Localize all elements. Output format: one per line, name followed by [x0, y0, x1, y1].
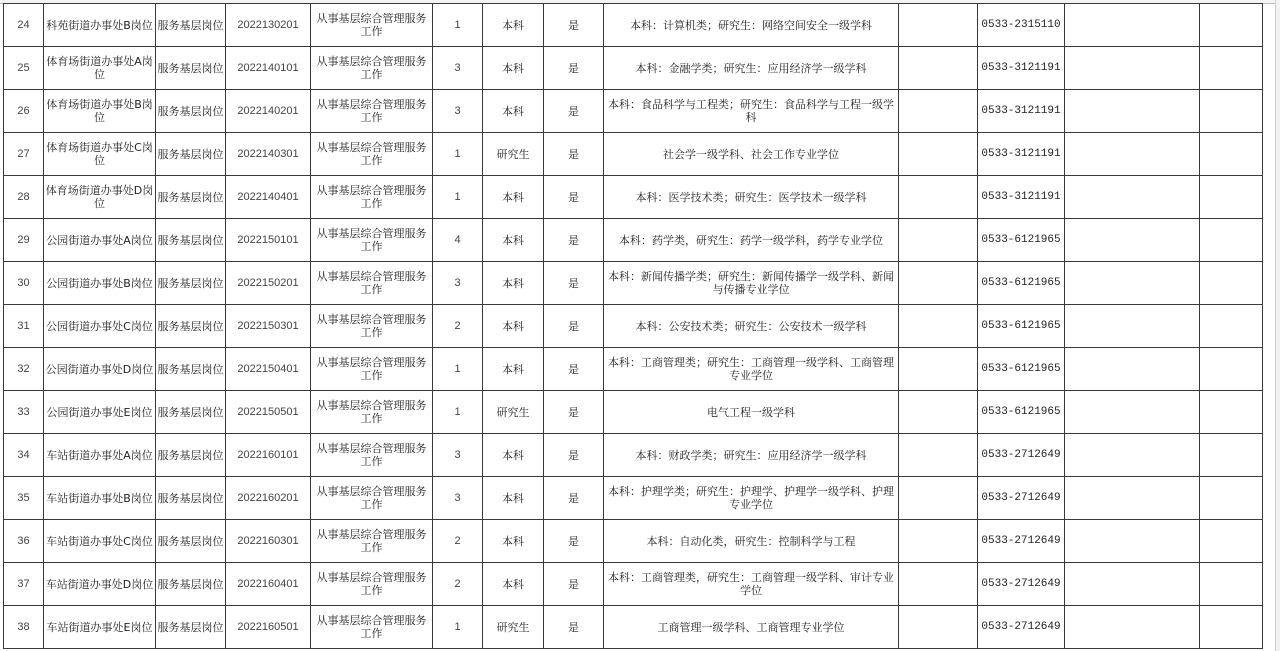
cell-position-code[interactable]: 2022150101 [226, 219, 311, 262]
cell-education[interactable]: 本科 [483, 90, 544, 133]
cell-degree-required[interactable]: 是 [544, 606, 604, 649]
cell-position-type[interactable]: 服务基层岗位 [156, 90, 226, 133]
cell-position-code[interactable]: 2022160401 [226, 563, 311, 606]
cell-serial-number[interactable]: 35 [4, 477, 44, 520]
cell-note[interactable] [1065, 477, 1200, 520]
cell-position-type[interactable]: 服务基层岗位 [156, 520, 226, 563]
cell-contact-phone[interactable]: 0533-2712649 [978, 520, 1065, 563]
cell-contact-phone[interactable]: 0533-6121965 [978, 305, 1065, 348]
cell-headcount[interactable]: 1 [433, 176, 483, 219]
cell-education[interactable]: 研究生 [483, 606, 544, 649]
cell-serial-number[interactable]: 30 [4, 262, 44, 305]
cell-hiring-unit[interactable]: 科苑街道办事处B岗位 [44, 4, 156, 47]
cell-education[interactable]: 本科 [483, 563, 544, 606]
cell-degree-required[interactable]: 是 [544, 133, 604, 176]
cell-job-duty[interactable]: 从事基层综合管理服务工作 [311, 47, 433, 90]
cell-other-requirement[interactable] [899, 434, 978, 477]
cell-extra[interactable] [1200, 434, 1263, 477]
cell-major-requirement[interactable]: 本科：计算机类；研究生：网络空间安全一级学科 [604, 4, 899, 47]
cell-education[interactable]: 本科 [483, 4, 544, 47]
cell-hiring-unit[interactable]: 体育场街道办事处C岗位 [44, 133, 156, 176]
cell-note[interactable] [1065, 434, 1200, 477]
cell-position-code[interactable]: 2022130201 [226, 4, 311, 47]
cell-serial-number[interactable]: 25 [4, 47, 44, 90]
cell-note[interactable] [1065, 520, 1200, 563]
cell-other-requirement[interactable] [899, 348, 978, 391]
cell-hiring-unit[interactable]: 车站街道办事处A岗位 [44, 434, 156, 477]
table-row[interactable] [4, 4, 1263, 47]
cell-other-requirement[interactable] [899, 606, 978, 649]
cell-serial-number[interactable]: 24 [4, 4, 44, 47]
cell-extra[interactable] [1200, 133, 1263, 176]
cell-headcount[interactable]: 2 [433, 563, 483, 606]
cell-position-type[interactable]: 服务基层岗位 [156, 176, 226, 219]
cell-major-requirement[interactable]: 工商管理一级学科、工商管理专业学位 [604, 606, 899, 649]
cell-serial-number[interactable]: 31 [4, 305, 44, 348]
cell-extra[interactable] [1200, 391, 1263, 434]
cell-headcount[interactable]: 2 [433, 520, 483, 563]
table-row[interactable] [4, 262, 1263, 305]
cell-note[interactable] [1065, 305, 1200, 348]
cell-extra[interactable] [1200, 606, 1263, 649]
cell-other-requirement[interactable] [899, 176, 978, 219]
cell-other-requirement[interactable] [899, 133, 978, 176]
cell-contact-phone[interactable]: 0533-2315110 [978, 4, 1065, 47]
cell-degree-required[interactable]: 是 [544, 434, 604, 477]
cell-other-requirement[interactable] [899, 262, 978, 305]
cell-position-code[interactable]: 2022160501 [226, 606, 311, 649]
cell-serial-number[interactable]: 34 [4, 434, 44, 477]
table-row[interactable] [4, 434, 1263, 477]
cell-job-duty[interactable]: 从事基层综合管理服务工作 [311, 90, 433, 133]
cell-degree-required[interactable]: 是 [544, 262, 604, 305]
cell-note[interactable] [1065, 348, 1200, 391]
cell-other-requirement[interactable] [899, 391, 978, 434]
table-row[interactable] [4, 305, 1263, 348]
table-row[interactable] [4, 606, 1263, 649]
cell-major-requirement[interactable]: 本科：金融学类；研究生：应用经济学一级学科 [604, 47, 899, 90]
cell-extra[interactable] [1200, 520, 1263, 563]
cell-headcount[interactable]: 1 [433, 391, 483, 434]
cell-job-duty[interactable]: 从事基层综合管理服务工作 [311, 4, 433, 47]
cell-job-duty[interactable]: 从事基层综合管理服务工作 [311, 219, 433, 262]
cell-note[interactable] [1065, 133, 1200, 176]
cell-major-requirement[interactable]: 本科：财政学类；研究生：应用经济学一级学科 [604, 434, 899, 477]
cell-position-code[interactable]: 2022140101 [226, 47, 311, 90]
cell-note[interactable] [1065, 176, 1200, 219]
cell-degree-required[interactable]: 是 [544, 219, 604, 262]
cell-major-requirement[interactable]: 社会学一级学科、社会工作专业学位 [604, 133, 899, 176]
cell-major-requirement[interactable]: 本科：工商管理类，研究生：工商管理一级学科、审计专业学位 [604, 563, 899, 606]
cell-contact-phone[interactable]: 0533-2712649 [978, 606, 1065, 649]
cell-note[interactable] [1065, 606, 1200, 649]
cell-position-code[interactable]: 2022140301 [226, 133, 311, 176]
cell-major-requirement[interactable]: 本科：药学类，研究生：药学一级学科，药学专业学位 [604, 219, 899, 262]
cell-education[interactable]: 研究生 [483, 133, 544, 176]
cell-major-requirement[interactable]: 本科：自动化类，研究生：控制科学与工程 [604, 520, 899, 563]
cell-other-requirement[interactable] [899, 4, 978, 47]
cell-other-requirement[interactable] [899, 563, 978, 606]
vertical-scrollbar-edge[interactable] [1275, 0, 1280, 651]
cell-hiring-unit[interactable]: 体育场街道办事处B岗位 [44, 90, 156, 133]
cell-serial-number[interactable]: 32 [4, 348, 44, 391]
cell-job-duty[interactable]: 从事基层综合管理服务工作 [311, 563, 433, 606]
cell-education[interactable]: 本科 [483, 348, 544, 391]
cell-other-requirement[interactable] [899, 47, 978, 90]
cell-serial-number[interactable]: 36 [4, 520, 44, 563]
cell-headcount[interactable]: 1 [433, 133, 483, 176]
cell-position-code[interactable]: 2022150201 [226, 262, 311, 305]
cell-position-code[interactable]: 2022150401 [226, 348, 311, 391]
cell-major-requirement[interactable]: 电气工程一级学科 [604, 391, 899, 434]
cell-serial-number[interactable]: 27 [4, 133, 44, 176]
cell-hiring-unit[interactable]: 车站街道办事处E岗位 [44, 606, 156, 649]
cell-education[interactable]: 本科 [483, 176, 544, 219]
cell-hiring-unit[interactable]: 公园街道办事处E岗位 [44, 391, 156, 434]
cell-extra[interactable] [1200, 477, 1263, 520]
cell-contact-phone[interactable]: 0533-3121191 [978, 47, 1065, 90]
cell-other-requirement[interactable] [899, 520, 978, 563]
cell-degree-required[interactable]: 是 [544, 477, 604, 520]
cell-hiring-unit[interactable]: 车站街道办事处C岗位 [44, 520, 156, 563]
cell-note[interactable] [1065, 563, 1200, 606]
cell-note[interactable] [1065, 4, 1200, 47]
cell-headcount[interactable]: 3 [433, 262, 483, 305]
recruitment-table [3, 3, 1263, 649]
cell-degree-required[interactable]: 是 [544, 305, 604, 348]
cell-contact-phone[interactable]: 0533-2712649 [978, 477, 1065, 520]
table-row[interactable] [4, 90, 1263, 133]
cell-note[interactable] [1065, 47, 1200, 90]
cell-position-type[interactable]: 服务基层岗位 [156, 563, 226, 606]
cell-contact-phone[interactable]: 0533-2712649 [978, 563, 1065, 606]
cell-major-requirement[interactable]: 本科：护理学类；研究生：护理学、护理学一级学科、护理专业学位 [604, 477, 899, 520]
cell-major-requirement[interactable]: 本科：食品科学与工程类；研究生：食品科学与工程一级学科 [604, 90, 899, 133]
cell-job-duty[interactable]: 从事基层综合管理服务工作 [311, 176, 433, 219]
cell-major-requirement[interactable]: 本科：新闻传播学类；研究生：新闻传播学一级学科、新闻与传播专业学位 [604, 262, 899, 305]
cell-serial-number[interactable]: 26 [4, 90, 44, 133]
cell-job-duty[interactable]: 从事基层综合管理服务工作 [311, 434, 433, 477]
cell-degree-required[interactable]: 是 [544, 348, 604, 391]
cell-extra[interactable] [1200, 176, 1263, 219]
table-row[interactable] [4, 219, 1263, 262]
cell-headcount[interactable]: 3 [433, 47, 483, 90]
cell-headcount[interactable]: 1 [433, 606, 483, 649]
cell-extra[interactable] [1200, 563, 1263, 606]
cell-job-duty[interactable]: 从事基层综合管理服务工作 [311, 305, 433, 348]
table-row[interactable] [4, 391, 1263, 434]
cell-education[interactable]: 研究生 [483, 391, 544, 434]
cell-contact-phone[interactable]: 0533-6121965 [978, 348, 1065, 391]
table-row[interactable] [4, 563, 1263, 606]
cell-position-code[interactable]: 2022150501 [226, 391, 311, 434]
cell-position-type[interactable]: 服务基层岗位 [156, 262, 226, 305]
cell-job-duty[interactable]: 从事基层综合管理服务工作 [311, 391, 433, 434]
cell-extra[interactable] [1200, 90, 1263, 133]
cell-hiring-unit[interactable]: 公园街道办事处C岗位 [44, 305, 156, 348]
cell-note[interactable] [1065, 219, 1200, 262]
cell-education[interactable]: 本科 [483, 305, 544, 348]
cell-contact-phone[interactable]: 0533-6121965 [978, 219, 1065, 262]
cell-degree-required[interactable]: 是 [544, 90, 604, 133]
cell-position-code[interactable]: 2022160101 [226, 434, 311, 477]
table-row[interactable] [4, 47, 1263, 90]
cell-position-type[interactable]: 服务基层岗位 [156, 47, 226, 90]
cell-extra[interactable] [1200, 262, 1263, 305]
cell-headcount[interactable]: 3 [433, 90, 483, 133]
table-body [4, 4, 1263, 649]
cell-hiring-unit[interactable]: 车站街道办事处B岗位 [44, 477, 156, 520]
cell-other-requirement[interactable] [899, 90, 978, 133]
cell-degree-required[interactable]: 是 [544, 4, 604, 47]
cell-position-type[interactable]: 服务基层岗位 [156, 219, 226, 262]
cell-major-requirement[interactable]: 本科：工商管理类；研究生：工商管理一级学科、工商管理专业学位 [604, 348, 899, 391]
cell-other-requirement[interactable] [899, 305, 978, 348]
cell-serial-number[interactable]: 37 [4, 563, 44, 606]
table-row[interactable] [4, 520, 1263, 563]
cell-serial-number[interactable]: 29 [4, 219, 44, 262]
cell-extra[interactable] [1200, 219, 1263, 262]
cell-education[interactable]: 本科 [483, 262, 544, 305]
cell-position-type[interactable]: 服务基层岗位 [156, 133, 226, 176]
cell-job-duty[interactable]: 从事基层综合管理服务工作 [311, 262, 433, 305]
cell-position-type[interactable]: 服务基层岗位 [156, 606, 226, 649]
cell-position-code[interactable]: 2022160201 [226, 477, 311, 520]
cell-job-duty[interactable]: 从事基层综合管理服务工作 [311, 133, 433, 176]
cell-hiring-unit[interactable]: 公园街道办事处B岗位 [44, 262, 156, 305]
cell-extra[interactable] [1200, 348, 1263, 391]
cell-position-code[interactable]: 2022160301 [226, 520, 311, 563]
cell-hiring-unit[interactable]: 公园街道办事处A岗位 [44, 219, 156, 262]
cell-job-duty[interactable]: 从事基层综合管理服务工作 [311, 477, 433, 520]
cell-position-code[interactable]: 2022150301 [226, 305, 311, 348]
cell-headcount[interactable]: 2 [433, 305, 483, 348]
cell-degree-required[interactable]: 是 [544, 563, 604, 606]
cell-position-type[interactable]: 服务基层岗位 [156, 4, 226, 47]
cell-degree-required[interactable]: 是 [544, 391, 604, 434]
cell-position-code[interactable]: 2022140401 [226, 176, 311, 219]
cell-major-requirement[interactable]: 本科：公安技术类；研究生：公安技术一级学科 [604, 305, 899, 348]
cell-education[interactable]: 本科 [483, 520, 544, 563]
cell-education[interactable]: 本科 [483, 477, 544, 520]
table-row[interactable] [4, 133, 1263, 176]
table-row[interactable] [4, 176, 1263, 219]
cell-degree-required[interactable]: 是 [544, 47, 604, 90]
cell-position-code[interactable]: 2022140201 [226, 90, 311, 133]
cell-note[interactable] [1065, 391, 1200, 434]
cell-extra[interactable] [1200, 47, 1263, 90]
cell-serial-number[interactable]: 33 [4, 391, 44, 434]
cell-contact-phone[interactable]: 0533-3121191 [978, 133, 1065, 176]
cell-degree-required[interactable]: 是 [544, 176, 604, 219]
cell-contact-phone[interactable]: 0533-6121965 [978, 391, 1065, 434]
cell-contact-phone[interactable]: 0533-3121191 [978, 176, 1065, 219]
cell-other-requirement[interactable] [899, 477, 978, 520]
cell-major-requirement[interactable]: 本科：医学技术类；研究生：医学技术一级学科 [604, 176, 899, 219]
cell-serial-number[interactable]: 38 [4, 606, 44, 649]
cell-job-duty[interactable]: 从事基层综合管理服务工作 [311, 348, 433, 391]
cell-contact-phone[interactable]: 0533-3121191 [978, 90, 1065, 133]
cell-position-type[interactable]: 服务基层岗位 [156, 305, 226, 348]
cell-contact-phone[interactable]: 0533-2712649 [978, 434, 1065, 477]
cell-serial-number[interactable]: 28 [4, 176, 44, 219]
cell-hiring-unit[interactable]: 公园街道办事处D岗位 [44, 348, 156, 391]
cell-headcount[interactable]: 3 [433, 434, 483, 477]
cell-headcount[interactable]: 3 [433, 477, 483, 520]
cell-headcount[interactable]: 4 [433, 219, 483, 262]
cell-extra[interactable] [1200, 4, 1263, 47]
cell-hiring-unit[interactable]: 体育场街道办事处D岗位 [44, 176, 156, 219]
cell-headcount[interactable]: 1 [433, 4, 483, 47]
cell-hiring-unit[interactable]: 体育场街道办事处A岗位 [44, 47, 156, 90]
cell-position-type[interactable]: 服务基层岗位 [156, 391, 226, 434]
cell-position-type[interactable]: 服务基层岗位 [156, 477, 226, 520]
cell-job-duty[interactable]: 从事基层综合管理服务工作 [311, 520, 433, 563]
cell-other-requirement[interactable] [899, 219, 978, 262]
cell-position-type[interactable]: 服务基层岗位 [156, 348, 226, 391]
cell-extra[interactable] [1200, 305, 1263, 348]
table-row[interactable] [4, 348, 1263, 391]
cell-contact-phone[interactable]: 0533-6121965 [978, 262, 1065, 305]
cell-job-duty[interactable]: 从事基层综合管理服务工作 [311, 606, 433, 649]
table-row[interactable] [4, 477, 1263, 520]
cell-headcount[interactable]: 1 [433, 348, 483, 391]
cell-education[interactable]: 本科 [483, 434, 544, 477]
cell-education[interactable]: 本科 [483, 47, 544, 90]
cell-degree-required[interactable]: 是 [544, 520, 604, 563]
cell-note[interactable] [1065, 262, 1200, 305]
cell-position-type[interactable]: 服务基层岗位 [156, 434, 226, 477]
cell-hiring-unit[interactable]: 车站街道办事处D岗位 [44, 563, 156, 606]
cell-note[interactable] [1065, 90, 1200, 133]
cell-education[interactable]: 本科 [483, 219, 544, 262]
